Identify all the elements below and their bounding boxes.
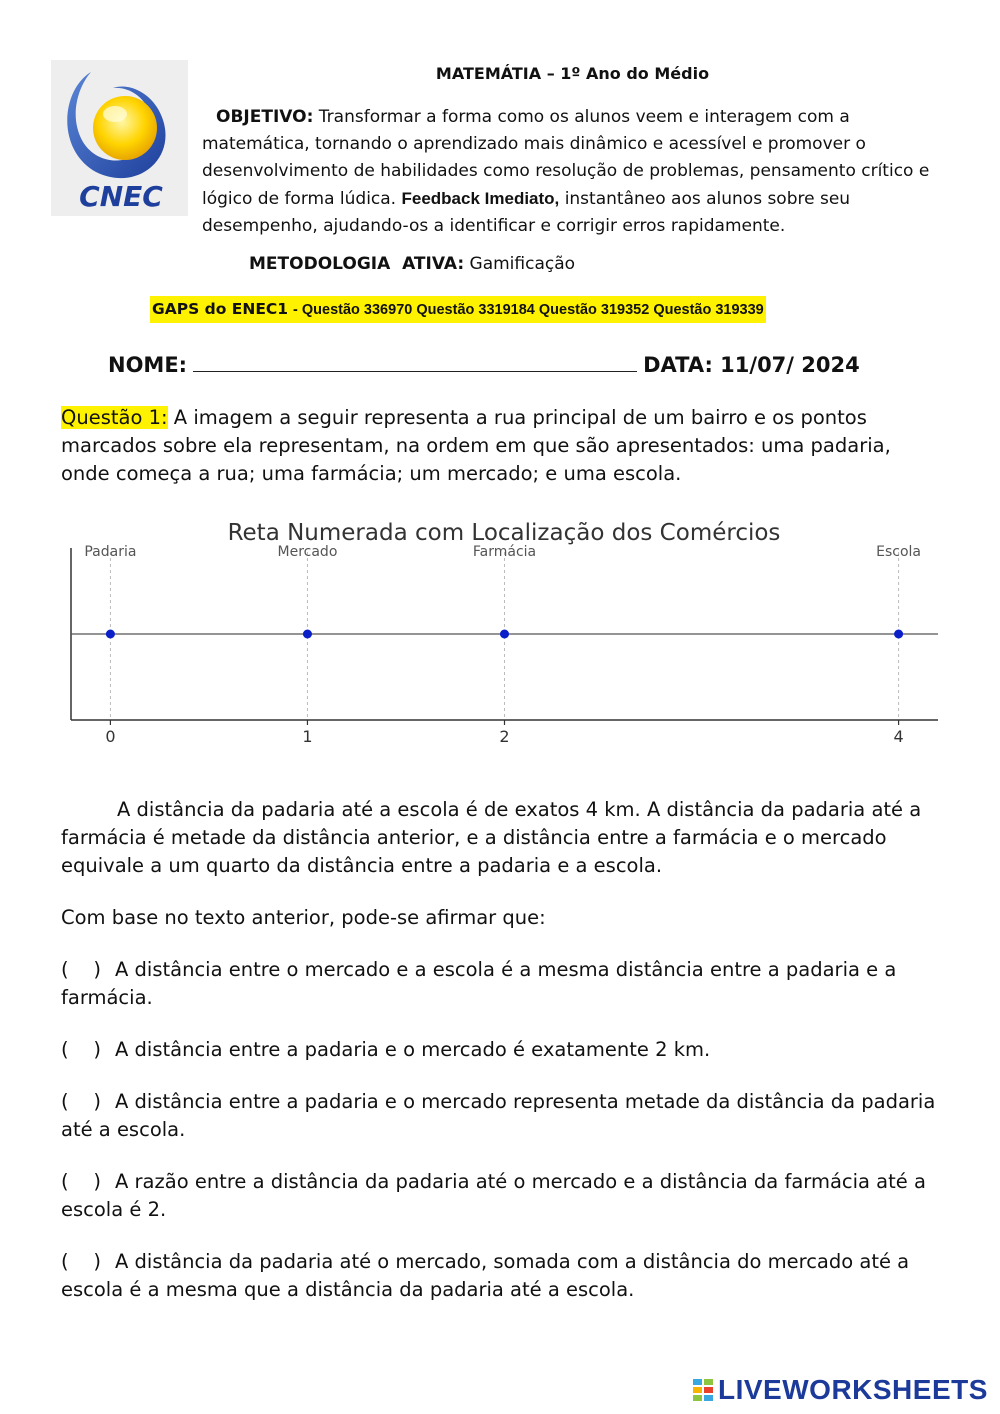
question-paragraph bbox=[61, 796, 941, 880]
name-label: NOME: bbox=[108, 353, 188, 377]
option-checkbox[interactable]: ( ) bbox=[61, 1250, 102, 1273]
objective-label: OBJETIVO: bbox=[216, 107, 314, 127]
brand-text: LIVEWORKSHEETS bbox=[718, 1374, 988, 1405]
x-tick-label: 2 bbox=[499, 727, 510, 746]
question-paragraph-text: A distância da padaria até a escola é de exatos 4 km. A distância da padaria até a farmácia é metade da distância anterior, e a distância entre a farmácia e o mercado equivale a um quarto da distância entre a padaria e a escola. bbox=[61, 798, 922, 877]
x-tick-label: 0 bbox=[105, 727, 116, 746]
option-checkbox[interactable]: ( ) bbox=[61, 958, 102, 981]
option-checkbox[interactable]: ( ) bbox=[61, 1090, 102, 1113]
gaps-questions: - Questão 336970 Questão 3319184 Questão 319352 Questão 319339 bbox=[293, 302, 764, 318]
data-point bbox=[106, 630, 115, 639]
point-label: Escola bbox=[876, 544, 922, 560]
question-text: A imagem a seguir representa a rua principal de um bairro e os pontos marcados sobre ela representam, na ordem em que são apresentados: uma padaria, onde começa a rua; uma farmácia; um mercado; e uma escola. bbox=[61, 406, 891, 485]
data-point bbox=[894, 630, 903, 639]
option-text: A distância entre a padaria e o mercado é exatamente 2 km. bbox=[115, 1038, 711, 1061]
option-text: A distância da padaria até o mercado, somada com a distância do mercado até a escola é a mesma que a distância da padaria até a escola. bbox=[61, 1250, 910, 1301]
date-label: DATA: 11/07/ 2024 bbox=[643, 353, 860, 377]
chart-svg bbox=[60, 510, 940, 760]
feedback-label: Feedback Imediato, bbox=[401, 189, 560, 208]
question-statement bbox=[61, 404, 941, 488]
methodology bbox=[249, 254, 575, 274]
option-item bbox=[61, 1088, 946, 1144]
question-label: Questão 1: bbox=[61, 406, 168, 429]
name-date-row bbox=[108, 349, 908, 377]
liveworksheets-brand[interactable] bbox=[692, 1375, 988, 1405]
option-text: A distância entre a padaria e o mercado representa metade da distância da padaria até a escola. bbox=[61, 1090, 936, 1141]
option-item bbox=[61, 1168, 946, 1224]
objective-block bbox=[202, 104, 947, 240]
point-label: Farmácia bbox=[472, 544, 537, 560]
data-point bbox=[303, 630, 312, 639]
option-checkbox[interactable]: ( ) bbox=[61, 1038, 102, 1061]
logo-text: CNEC bbox=[79, 180, 163, 213]
point-label: Mercado bbox=[277, 544, 338, 560]
question-intro: Com base no texto anterior, pode-se afirmar que: bbox=[61, 906, 546, 929]
feedback-text: instantâneo aos alunos sobre seu desempenho, ajudando-os a identificar e corrigir erros rapidamente. bbox=[202, 189, 851, 236]
option-text: A razão entre a distância da padaria até o mercado e a distância da farmácia até a escola é 2. bbox=[61, 1170, 926, 1221]
gaps-label: GAPS do ENEC1 bbox=[152, 300, 289, 318]
data-point bbox=[500, 630, 509, 639]
option-item bbox=[61, 1248, 946, 1304]
liveworksheets-icon bbox=[692, 1377, 714, 1403]
option-text: A distância entre o mercado e a escola é a mesma distância entre a padaria e a farmácia. bbox=[61, 958, 897, 1009]
page-title: MATEMÁTIA – 1º Ano do Médio bbox=[435, 64, 710, 83]
cnec-logo bbox=[51, 60, 188, 216]
methodology-value: Gamificação bbox=[469, 254, 576, 274]
methodology-label: METODOLOGIA ATIVA: bbox=[249, 254, 465, 274]
option-item bbox=[61, 1036, 946, 1064]
cnec-logo-graphic bbox=[51, 60, 188, 216]
name-input-line[interactable] bbox=[193, 349, 637, 372]
objective-text: Transformar a forma como os alunos veem e interagem com a matemática, tornando o aprendizado mais dinâmico e acessível e promover o desenvolvimento de habilidades como resolução de problemas, pensamento crítico e lógico de forma lúdica. bbox=[202, 107, 930, 209]
gaps-highlight bbox=[150, 296, 766, 323]
chart-title: Reta Numerada com Localização dos Comércios bbox=[227, 520, 781, 546]
x-tick-label: 1 bbox=[302, 727, 313, 746]
option-checkbox[interactable]: ( ) bbox=[61, 1170, 102, 1193]
x-tick-label: 4 bbox=[893, 727, 904, 746]
option-item bbox=[61, 956, 946, 1012]
point-label: Padaria bbox=[84, 544, 137, 560]
number-line-chart bbox=[60, 510, 940, 760]
